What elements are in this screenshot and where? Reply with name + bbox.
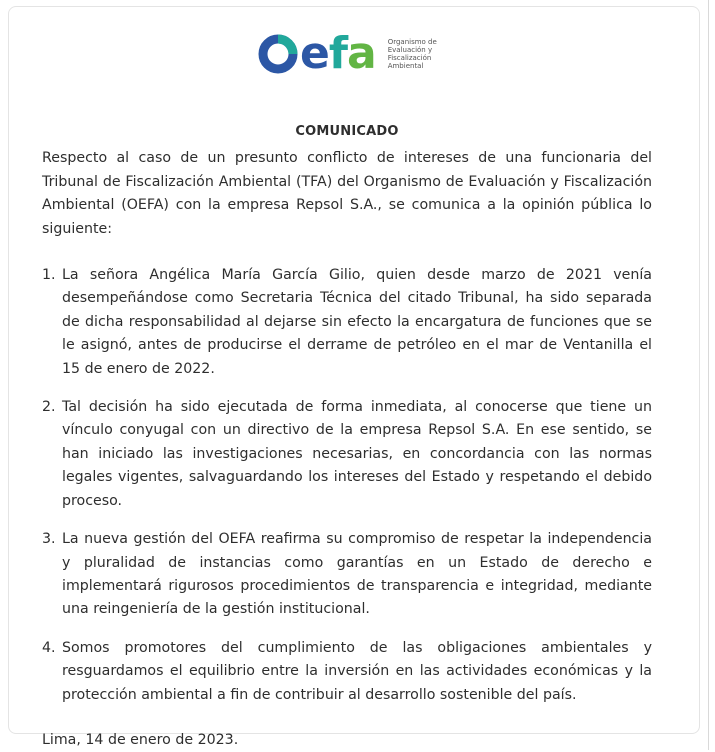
logo-letter-f: f	[328, 28, 347, 79]
intro-paragraph: Respecto al caso de un presunto conflicto de intereses de una funcionaria del Tribunal de Fiscalización Ambiental (TFA) del Organismo de Evaluación y Fiscalización Ambiental (OEFA) con la empresa Repsol S.A., se comunica a la opinión pública lo siguiente:	[42, 150, 652, 237]
point-text: La señora Angélica María García Gilio, quien desde marzo de 2021 venía desempeñándose como Secretaria Técnica del citado Tribunal, ha sido separada de dicha responsabilidad al dejarse sin efecto la encargatura de funciones que se le asignó, antes de producirse el derrame de petróleo en el mar de Ventanilla el 15 de enero de 2022.	[62, 267, 652, 377]
document-title: COMUNICADO	[295, 124, 399, 139]
point-number: 4.	[42, 639, 56, 656]
point-item	[42, 396, 652, 513]
point-number: 3.	[42, 531, 56, 548]
oefa-logo	[258, 28, 452, 79]
closing-date: Lima, 14 de enero de 2023.	[42, 731, 239, 748]
page-divider	[708, 0, 709, 750]
point-text: Tal decisión ha sido ejecutada de forma inmediata, al conocerse que tiene un vínculo conyugal con un directivo de la empresa Repsol S.A. En ese sentido, se han iniciado las investigaciones necesarias, en concordancia con las normas legales vigentes, salvaguardando los intereses del Estado y respetando el debido proceso.	[62, 399, 652, 509]
communique-body	[42, 112, 652, 752]
point-text: La nueva gestión del OEFA reafirma su compromiso de respetar la independencia y pluralidad de instancias como garantías en un Estado de derecho e implementará rigurosos procedimientos de transparencia e integridad, mediante una reingeniería de la gestión institucional.	[62, 531, 652, 618]
point-item	[42, 264, 652, 381]
point-item	[42, 637, 652, 707]
numbered-points	[42, 264, 652, 707]
logo-letter-e: e	[300, 28, 329, 79]
point-item	[42, 528, 652, 622]
point-number: 1.	[42, 267, 56, 284]
point-text: Somos promotores del cumplimiento de las obligaciones ambientales y resguardamos el equilibrio entre la inversión en las actividades económicas y la protección ambiental a fin de contribuir al desarrollo sostenible del país.	[62, 639, 652, 703]
point-number: 2.	[42, 399, 56, 416]
logo-o-mark-icon	[258, 34, 298, 74]
logo-wordmark	[258, 28, 376, 79]
logo-tagline: Organismo de Evaluación y Fiscalización Ambiental	[387, 38, 437, 70]
logo-letter-a: a	[347, 28, 376, 79]
